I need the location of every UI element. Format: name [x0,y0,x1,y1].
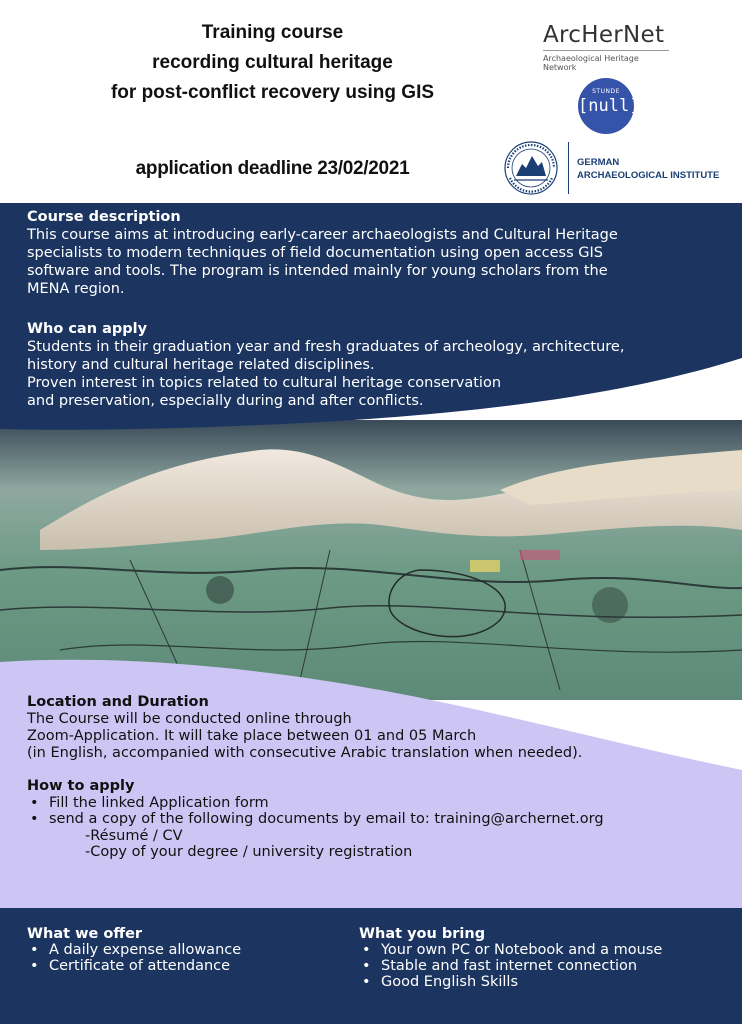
what-you-bring-item: • Your own PC or Notebook and a mouse [359,942,729,958]
dai-line-1: GERMAN [577,157,620,168]
what-you-bring-heading: What you bring [359,926,486,942]
dai-divider [568,142,569,194]
course-description-line-3: software and tools. The program is intended mainly for young scholars from the [27,263,608,279]
who-can-apply-line-3: Proven interest in topics related to cultural heritage conservation [27,375,502,391]
course-description-line-4: MENA region. [27,281,125,297]
stunde-null-logo [578,78,640,134]
location-duration-line-3: (in English, accompanied with consecutive Arabic translation when needed). [27,745,583,761]
course-description-line-2: specialists to modern techniques of field documentation using open access GIS [27,245,603,261]
location-duration-line-1: The Course will be conducted online through [27,711,352,727]
location-duration-heading: Location and Duration [27,694,209,710]
title-line-2: recording cultural heritage [152,52,393,73]
title-line-1: Training course [201,22,344,43]
what-we-offer-list [27,942,337,974]
dai-logo-text [577,156,719,182]
archernet-logo [543,22,673,72]
title-line-3: for post-conflict recovery using GIS [110,82,435,103]
location-duration-line-2: Zoom-Application. It will take place between 01 and 05 March [27,728,477,744]
who-can-apply-section [27,320,727,410]
stunde-null-big-text: [null] [578,96,640,116]
stunde-null-small-text: STUNDE [592,88,620,95]
who-can-apply-line-2: history and cultural heritage related disciplines. [27,357,375,373]
who-can-apply-heading: Who can apply [27,321,148,337]
location-duration-section [27,694,727,762]
what-we-offer-section [27,926,337,974]
course-description-heading: Course description [27,209,181,225]
archernet-logo-subtitle: Archaeological Heritage Network [543,50,669,72]
what-we-offer-heading: What we offer [27,926,143,942]
dai-seal-icon [502,140,560,196]
who-can-apply-line-4: and preservation, especially during and after conflicts. [27,393,424,409]
course-description-line-1: This course aims at introducing early-career archaeologists and Cultural Heritage [27,227,618,243]
how-to-apply-item-email: • send a copy of the following documents by email to: training@archernet.org [27,811,727,828]
archernet-logo-name: ArcHerNet [543,22,665,48]
what-you-bring-section [359,926,729,990]
how-to-apply-sub-degree: -Copy of your degree / university registration [85,844,413,860]
what-you-bring-item: • Good English Skills [359,974,729,990]
lavender-wave-band [0,640,742,910]
who-can-apply-line-1: Students in their graduation year and fresh graduates of archeology, architecture, [27,339,625,355]
how-to-apply-item-form: • Fill the linked Application form [27,795,727,812]
course-description-section [27,208,727,298]
how-to-apply-heading: How to apply [27,778,135,794]
how-to-apply-list [27,795,727,828]
what-we-offer-item: • A daily expense allowance [27,942,337,958]
header [0,0,742,203]
application-deadline: application deadline 23/02/2021 [135,158,410,179]
footer-band [0,908,742,1024]
how-to-apply-section [27,778,727,861]
how-to-apply-sub-cv: -Résumé / CV [85,827,183,844]
what-we-offer-item: • Certificate of attendance [27,958,337,974]
dai-logo [502,140,722,196]
what-you-bring-list [359,942,729,990]
dai-line-2: ARCHAEOLOGICAL INSTITUTE [577,170,720,181]
what-you-bring-item: • Stable and fast internet connection [359,958,729,974]
